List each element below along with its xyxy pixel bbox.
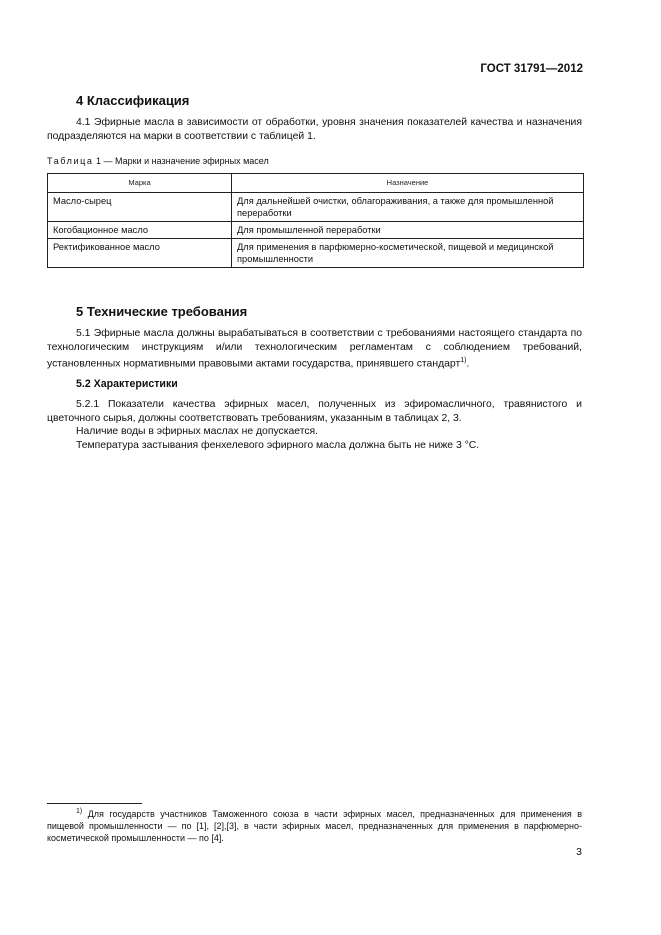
table-1 — [47, 173, 584, 268]
paragraph-end: . — [466, 358, 470, 370]
cell-mark: Когобационное масло — [48, 222, 232, 239]
section-5-1-paragraph — [47, 327, 582, 371]
cell-mark: Ректификованное масло — [48, 239, 232, 268]
caption-label: Таблица — [47, 156, 94, 166]
table-header-row — [48, 174, 584, 193]
paragraph-text: Температура застывания фенхелевого эфирного масла должна быть не ниже 3 °С. — [76, 440, 480, 451]
section-5-title: 5 Технические требования — [76, 304, 248, 319]
cell-purpose: Для дальнейшей очистки, облагораживания, а также для промышленной переработки — [232, 193, 584, 222]
column-header-mark: Марка — [48, 174, 232, 193]
footnote — [47, 806, 582, 844]
section-5-2-1-paragraph — [47, 398, 582, 425]
page-number: 3 — [576, 846, 582, 858]
column-header-purpose: Назначение — [232, 174, 584, 193]
paragraph-text: 5.2.1 Показатели качества эфирных масел, полученных из эфиромасличного, травянистого и цветочного сырья, должны соответствовать требованиям, указанным в таблицах 2, 3. — [47, 399, 582, 424]
footnote-mark: 1) — [76, 808, 83, 815]
section-4-paragraph — [47, 116, 582, 143]
water-paragraph — [47, 425, 582, 439]
caption-text: 1 — Марки и назначение эфирных масел — [96, 156, 269, 166]
table-row — [48, 239, 584, 268]
footnote-reference: 1) — [460, 357, 467, 364]
paragraph-text: Наличие воды в эфирных маслах не допускается. — [76, 426, 319, 437]
temperature-paragraph — [47, 439, 582, 453]
cell-purpose: Для применения в парфюмерно-косметической, пищевой и медицинской промышленности — [232, 239, 584, 268]
table-row — [48, 193, 584, 222]
footnote-text: Для государств участников Таможенного союза в части эфирных масел, предназначенных для применения в пищевой промышленности — по [1], [2],[3], в части эфирных масел, предназначенных для применения в парфюмерно-косметической промышленности — по [4]. — [47, 809, 582, 843]
paragraph-text: 4.1 Эфирные масла в зависимости от обработки, уровня значения показателей качества и назначения подразделяются на марки в соответствии с таблицей 1. — [47, 117, 582, 142]
table-1-caption — [47, 156, 269, 166]
cell-mark: Масло-сырец — [48, 193, 232, 222]
document-code: ГОСТ 31791—2012 — [480, 63, 583, 75]
table-row — [48, 222, 584, 239]
paragraph-text: 5.1 Эфирные масла должны вырабатываться в соответствии с требованиями настоящего стандарта по технологическим инструкциям и/или технологическим регламентам с соблюдением требований, установленных нормативными правовыми актами государства, принявшего стандарт — [47, 328, 582, 370]
footnote-divider — [47, 803, 142, 804]
section-5-2-title: 5.2 Характеристики — [76, 378, 178, 390]
cell-purpose: Для промышленной переработки — [232, 222, 584, 239]
section-4-title: 4 Классификация — [76, 93, 190, 108]
